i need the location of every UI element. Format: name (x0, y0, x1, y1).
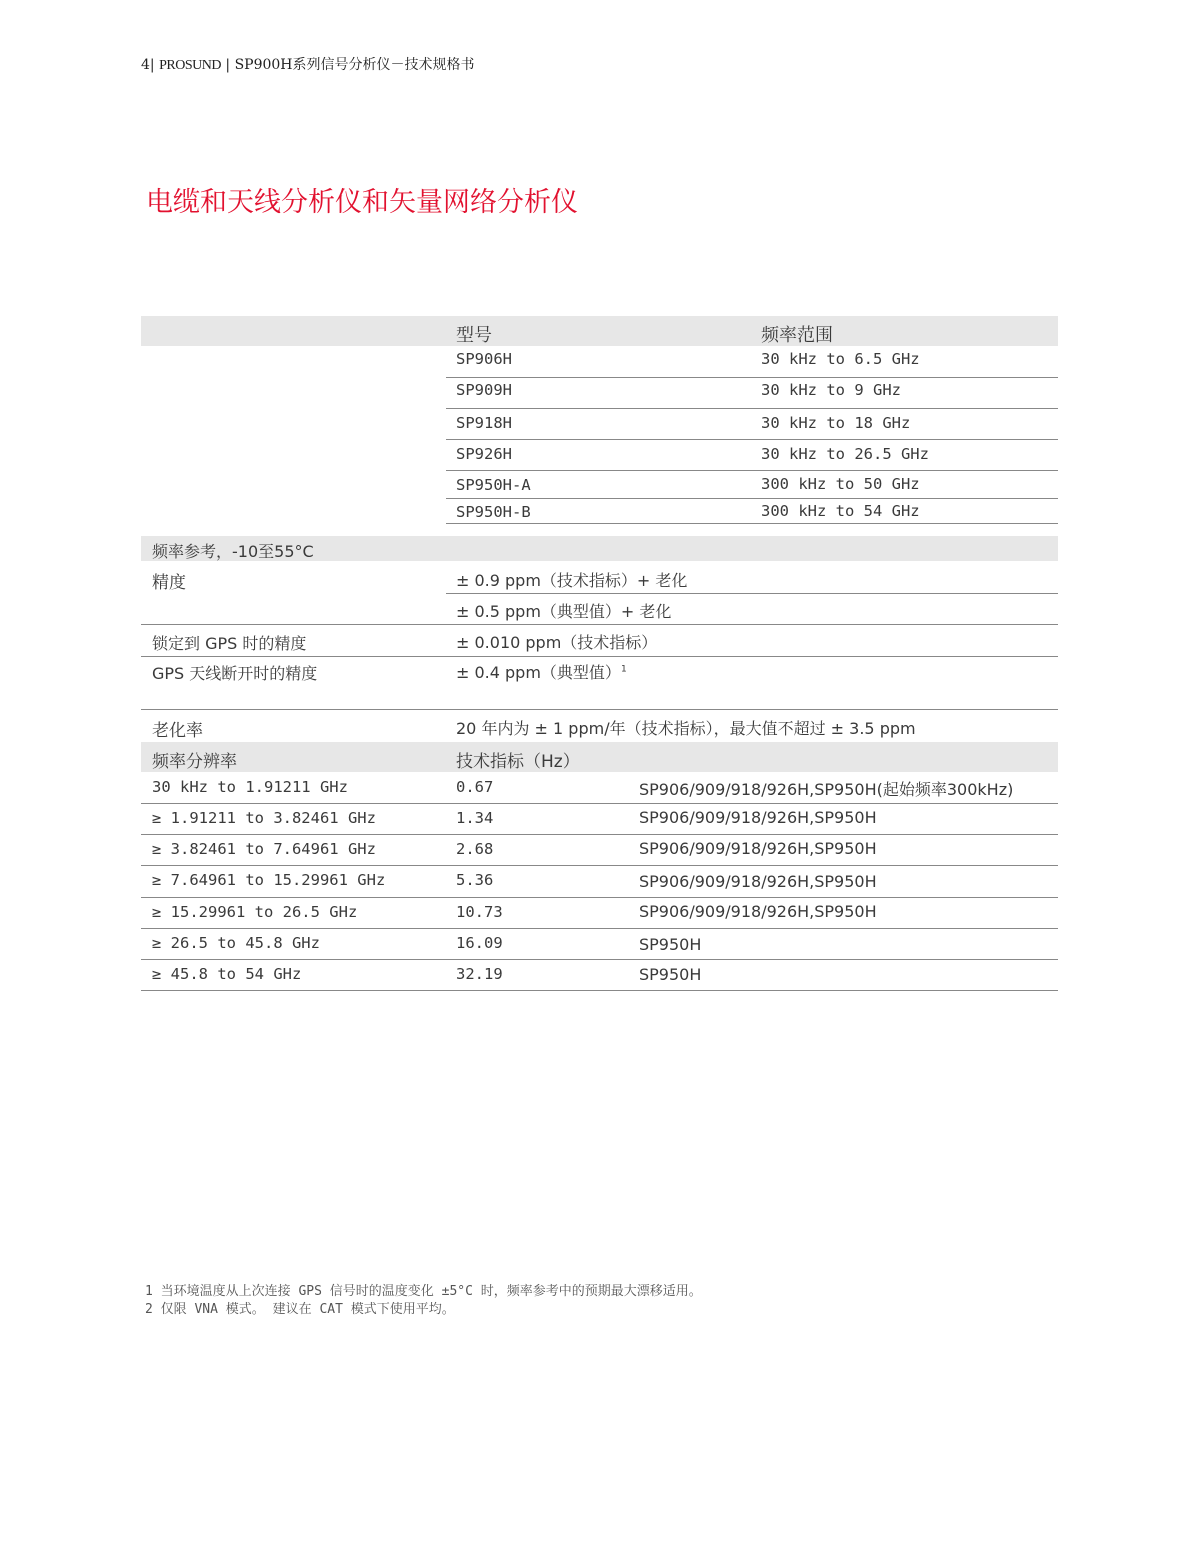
table-row (141, 898, 1058, 928)
table-row (141, 625, 1058, 656)
models-cell: SP906/909/918/926H,SP950H (639, 872, 877, 891)
range-cell: 300 kHz to 54 GHz (761, 502, 920, 520)
freq-ref-header (141, 536, 1058, 561)
table-row (141, 804, 1058, 834)
footnote-1: 1 当环境温度从上次连接 GPS 信号时的温度变化 ±5°C 时，频率参考中的预期最大漂移适用。 (145, 1284, 702, 1299)
table-row (141, 471, 1058, 498)
row-divider (446, 523, 1058, 524)
value-cell: 32.19 (456, 965, 503, 983)
table-row (141, 773, 1058, 803)
accuracy-typ-value: ± 0.5 ppm（典型值）+ 老化 (456, 602, 672, 621)
table-row (141, 562, 1058, 593)
page-number: 4| (141, 57, 155, 73)
models-cell: SP950H (639, 935, 702, 954)
col-range-header: 频率范围 (761, 325, 833, 346)
gps-disconnected-label: GPS 天线断开时的精度 (152, 664, 318, 683)
range-cell: ≥ 7.64961 to 15.29961 GHz (152, 871, 386, 889)
table-row (141, 440, 1058, 470)
freq-ref-heading: 频率参考，-10至55°C (152, 542, 314, 561)
range-cell: ≥ 3.82461 to 7.64961 GHz (152, 840, 376, 858)
table-row (141, 378, 1058, 408)
footnotes (145, 1283, 702, 1319)
table-row (141, 835, 1058, 865)
range-cell: ≥ 26.5 to 45.8 GHz (152, 934, 320, 952)
range-cell: 30 kHz to 26.5 GHz (761, 445, 929, 463)
page-header (141, 54, 475, 74)
models-table-header (141, 316, 1058, 346)
accuracy-spec-value: ± 0.9 ppm（技术指标）+ 老化 (456, 571, 688, 590)
document-title: SP900H系列信号分析仪－技术规格书 (234, 57, 475, 73)
range-cell: 30 kHz to 1.91211 GHz (152, 778, 348, 796)
model-cell: SP906H (456, 350, 512, 368)
footnote-ref: 1 (620, 664, 627, 675)
accuracy-label: 精度 (152, 573, 186, 593)
value-cell: 16.09 (456, 934, 503, 952)
table-row (141, 594, 1058, 624)
table-row (141, 960, 1058, 990)
range-cell: 30 kHz to 6.5 GHz (761, 350, 920, 368)
header-separator: | (225, 57, 231, 73)
table-row (141, 866, 1058, 897)
resolution-heading: 频率分辨率 (152, 752, 237, 772)
models-cell: SP906/909/918/926H,SP950H(起始频率300kHz) (639, 780, 1014, 799)
col-spec-header: 技术指标（Hz） (456, 752, 580, 772)
model-cell: SP918H (456, 414, 512, 432)
value-cell: 1.34 (456, 809, 494, 827)
models-cell: SP906/909/918/926H,SP950H (639, 902, 877, 921)
model-cell: SP926H (456, 445, 512, 463)
value-cell: 5.36 (456, 871, 494, 889)
models-cell: SP906/909/918/926H,SP950H (639, 839, 877, 858)
table-row (141, 346, 1058, 377)
models-cell: SP950H (639, 965, 702, 984)
table-row (141, 499, 1058, 523)
model-cell: SP950H-B (456, 503, 531, 521)
range-cell: 30 kHz to 18 GHz (761, 414, 911, 432)
gps-locked-label: 锁定到 GPS 时的精度 (152, 634, 307, 653)
brand-name: PROSUND (159, 58, 221, 73)
range-cell: 300 kHz to 50 GHz (761, 475, 920, 493)
row-divider (141, 990, 1058, 991)
table-row (141, 710, 1058, 742)
range-cell: ≥ 1.91211 to 3.82461 GHz (152, 809, 376, 827)
gps-locked-value: ± 0.010 ppm（技术指标） (456, 633, 658, 652)
value-cell: 2.68 (456, 840, 494, 858)
table-row (141, 409, 1058, 439)
models-cell: SP906/909/918/926H,SP950H (639, 808, 877, 827)
gps-disconnected-value: ± 0.4 ppm（典型值）$^1$ (456, 663, 627, 682)
model-cell: SP950H-A (456, 476, 531, 494)
range-cell: 30 kHz to 9 GHz (761, 381, 901, 399)
model-cell: SP909H (456, 381, 512, 399)
range-cell: ≥ 15.29961 to 26.5 GHz (152, 903, 358, 921)
col-model-header: 型号 (456, 325, 492, 346)
value-cell: 0.67 (456, 778, 494, 796)
aging-value: 20 年内为 ± 1 ppm/年（技术指标），最大值不超过 ± 3.5 ppm (456, 719, 916, 738)
section-title: 电缆和天线分析仪和矢量网络分析仪 (146, 187, 578, 218)
table-row (141, 657, 1058, 709)
table-row (141, 929, 1058, 959)
footnote-2: 2 仅限 VNA 模式。 建议在 CAT 模式下使用平均。 (145, 1302, 455, 1317)
value-cell: 10.73 (456, 903, 503, 921)
resolution-header (141, 742, 1058, 772)
aging-label: 老化率 (152, 721, 203, 741)
range-cell: ≥ 45.8 to 54 GHz (152, 965, 302, 983)
